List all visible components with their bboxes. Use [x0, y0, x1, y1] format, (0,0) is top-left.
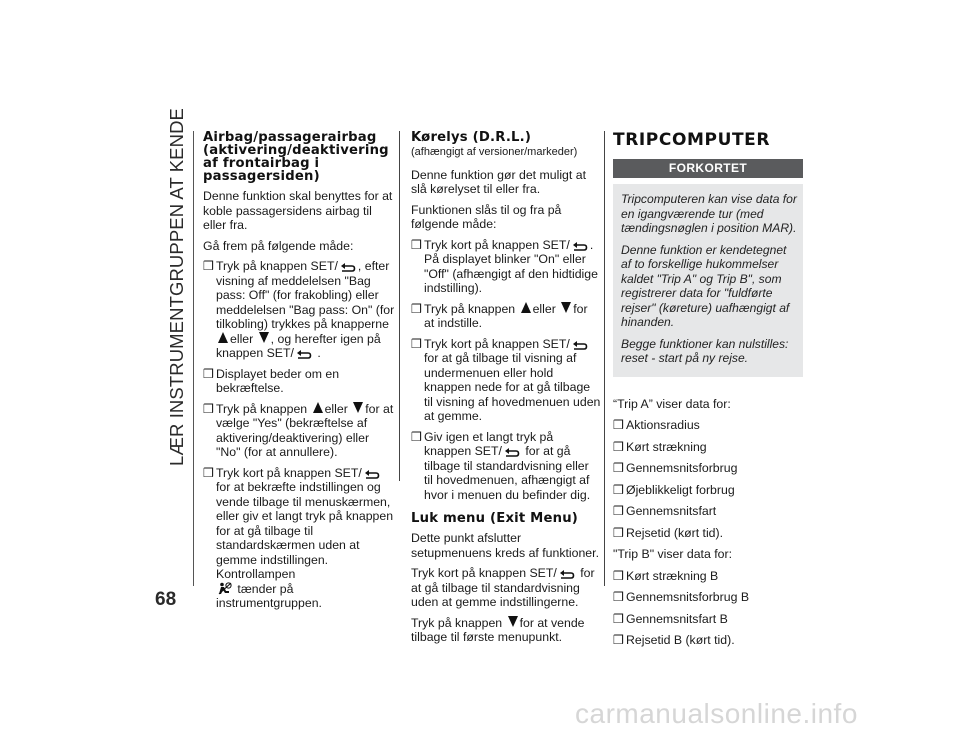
note-paragraph: Denne funktion er kendetegnet af to forskellige hukommelser kaldet "Trip A" og Trip B", som registrerer data for "fuldførte rejser" (køreture) uafhængigt af hinanden.	[621, 242, 790, 329]
note-paragraph: Begge funktioner kan nulstilles: reset - start på ny rejse.	[621, 336, 789, 365]
checkbox-bullet-icon: ❒	[203, 401, 215, 416]
summary-box-title: FORKORTET	[613, 159, 803, 178]
checkbox-bullet-icon: ❒	[203, 259, 215, 273]
column-tripcomputer	[613, 131, 803, 655]
paragraph: Tryk kort på knappen SET/ for at gå tilbage til standardvisning uden at gemme indstillingerne.	[411, 566, 595, 609]
sidebar-divider	[193, 131, 194, 586]
set-return-arrow-icon	[572, 340, 588, 350]
paragraph: Denne funktion skal benyttes for at koble passagersidens airbag til eller fra.	[203, 189, 393, 232]
checkbox-bullet-icon: ❒	[411, 301, 423, 316]
trip-b-intro: "Trip B" viser data for:	[613, 547, 732, 561]
trip-lists	[613, 397, 803, 648]
list-item: ❒ Tryk på knappen SET/ , efter visning af meddelelsen "Bag pass: Off" (for frakobling) eller meddelelsen "Bag pass: On" (for tilkobling) trykkes på knapperne eller , og herefter igen på knappen SET/ .	[203, 259, 395, 360]
up-triangle-icon	[521, 302, 531, 313]
down-triangle-icon	[353, 402, 363, 413]
paragraph: Denne funktion gør det muligt at slå kørelyset til eller fra.	[411, 167, 586, 196]
section-heading-airbag: Airbag/passagerairbag (aktivering/deaktivering af frontairbag i passagersiden)	[203, 130, 389, 184]
subtitle: (afhængigt af versioner/markeder)	[411, 146, 578, 158]
list-item: ❒ Displayet beder om en bekræftelse.	[203, 366, 340, 395]
checkbox-bullet-icon: ❒	[411, 237, 423, 252]
down-triangle-icon	[508, 616, 518, 627]
column-drl	[411, 131, 601, 651]
paragraph: Funktionen slås til og fra på følgende måde:	[411, 202, 562, 231]
list-item: ❒ Tryk kort på knappen SET/ . På displayet blinker "On" eller "Off" (afhængigt af den hidtidige indstilling).	[411, 237, 598, 295]
column-divider	[399, 131, 400, 481]
summary-box	[613, 184, 803, 377]
list-item: ❒ Rejsetid (kørt tid).	[613, 525, 724, 540]
set-return-arrow-icon	[364, 469, 380, 479]
set-return-arrow-icon	[340, 262, 356, 272]
set-return-arrow-icon	[504, 447, 520, 457]
list-item: ❒ Aktionsradius	[613, 418, 700, 432]
trip-a-intro: “Trip A” viser data for:	[613, 396, 731, 411]
page-number: 68	[155, 589, 177, 610]
list-item: ❒ Gennemsnitsfart B	[613, 611, 728, 626]
checkbox-bullet-icon: ❒	[411, 429, 423, 444]
checkbox-bullet-icon: ❒	[203, 366, 215, 381]
checkbox-bullet-icon: ❒	[411, 336, 423, 351]
checkbox-bullet-icon: ❒	[203, 465, 215, 480]
up-triangle-icon	[313, 402, 323, 413]
list-item: ❒ Gennemsnitsforbrug	[613, 461, 738, 475]
column-airbag	[203, 131, 395, 617]
list-item: ❒ Gennemsnitsfart	[613, 504, 717, 518]
airbag-off-warning-icon	[218, 582, 232, 595]
list-item: ❒ Gennemsnitsforbrug B	[613, 590, 750, 604]
down-triangle-icon	[259, 332, 269, 343]
set-return-arrow-icon	[572, 241, 588, 251]
note-paragraph: Tripcomputeren kan vise data for en igangværende tur (med tændingsnøglen i position MAR).	[621, 192, 797, 235]
set-return-arrow-icon	[559, 569, 575, 579]
list-item: ❒ Tryk kort på knappen SET/ for at bekræfte indstillingen og vende tilbage til menuskærmen, eller giv et langt tryk på knappen for at gå tilbage til standardskærmen uden at gemme indstillingen. Kontrollampen tænder på instrumentgruppen.	[203, 465, 394, 610]
list-item: ❒ Rejsetid B (kørt tid).	[613, 633, 735, 647]
list-item: ❒ Tryk på knappen eller for at vælge "Yes" (bekræftelse af aktivering/deaktivering) eller "No" (for at annullere).	[203, 401, 394, 459]
sidebar-title: LÆR INSTRUMENTGRUPPEN AT KENDE	[166, 108, 187, 466]
list-item: ❒ Giv igen et langt tryk på knappen SET/ for at gå tilbage til standardvisning eller til hovedmenuen, afhængigt af hvor i menuen du befinder dig.	[411, 429, 591, 502]
set-return-arrow-icon	[296, 349, 312, 359]
section-heading-drl: Kørelys (D.R.L.)	[411, 130, 532, 145]
up-triangle-icon	[218, 332, 228, 343]
paragraph: Tryk på knappen for at vende tilbage til første menupunkt.	[411, 615, 585, 644]
list-item: ❒ Kørt strækning	[613, 439, 707, 454]
column-divider	[604, 131, 605, 586]
watermark: carmanualsonline.info	[575, 698, 858, 729]
paragraph: Dette punkt afslutter setupmenuens kreds af funktioner.	[411, 531, 599, 560]
down-triangle-icon	[561, 302, 571, 313]
list-item: ❒ Kørt strækning B	[613, 568, 719, 583]
paragraph: Gå frem på følgende måde:	[203, 238, 354, 253]
list-item: ❒ Øjeblikkeligt forbrug	[613, 482, 735, 497]
list-item: ❒ Tryk kort på knappen SET/ for at gå tilbage til visning af undermenuen eller hold knappen nede for at gå tilbage til visning af hovedmenuen uden at gemme.	[411, 336, 601, 423]
section-heading-exit-menu: Luk menu (Exit Menu)	[411, 511, 579, 526]
section-heading-tripcomputer: TRIPCOMPUTER	[613, 130, 771, 150]
list-item: ❒ Tryk på knappen eller for at indstille.	[411, 301, 588, 330]
